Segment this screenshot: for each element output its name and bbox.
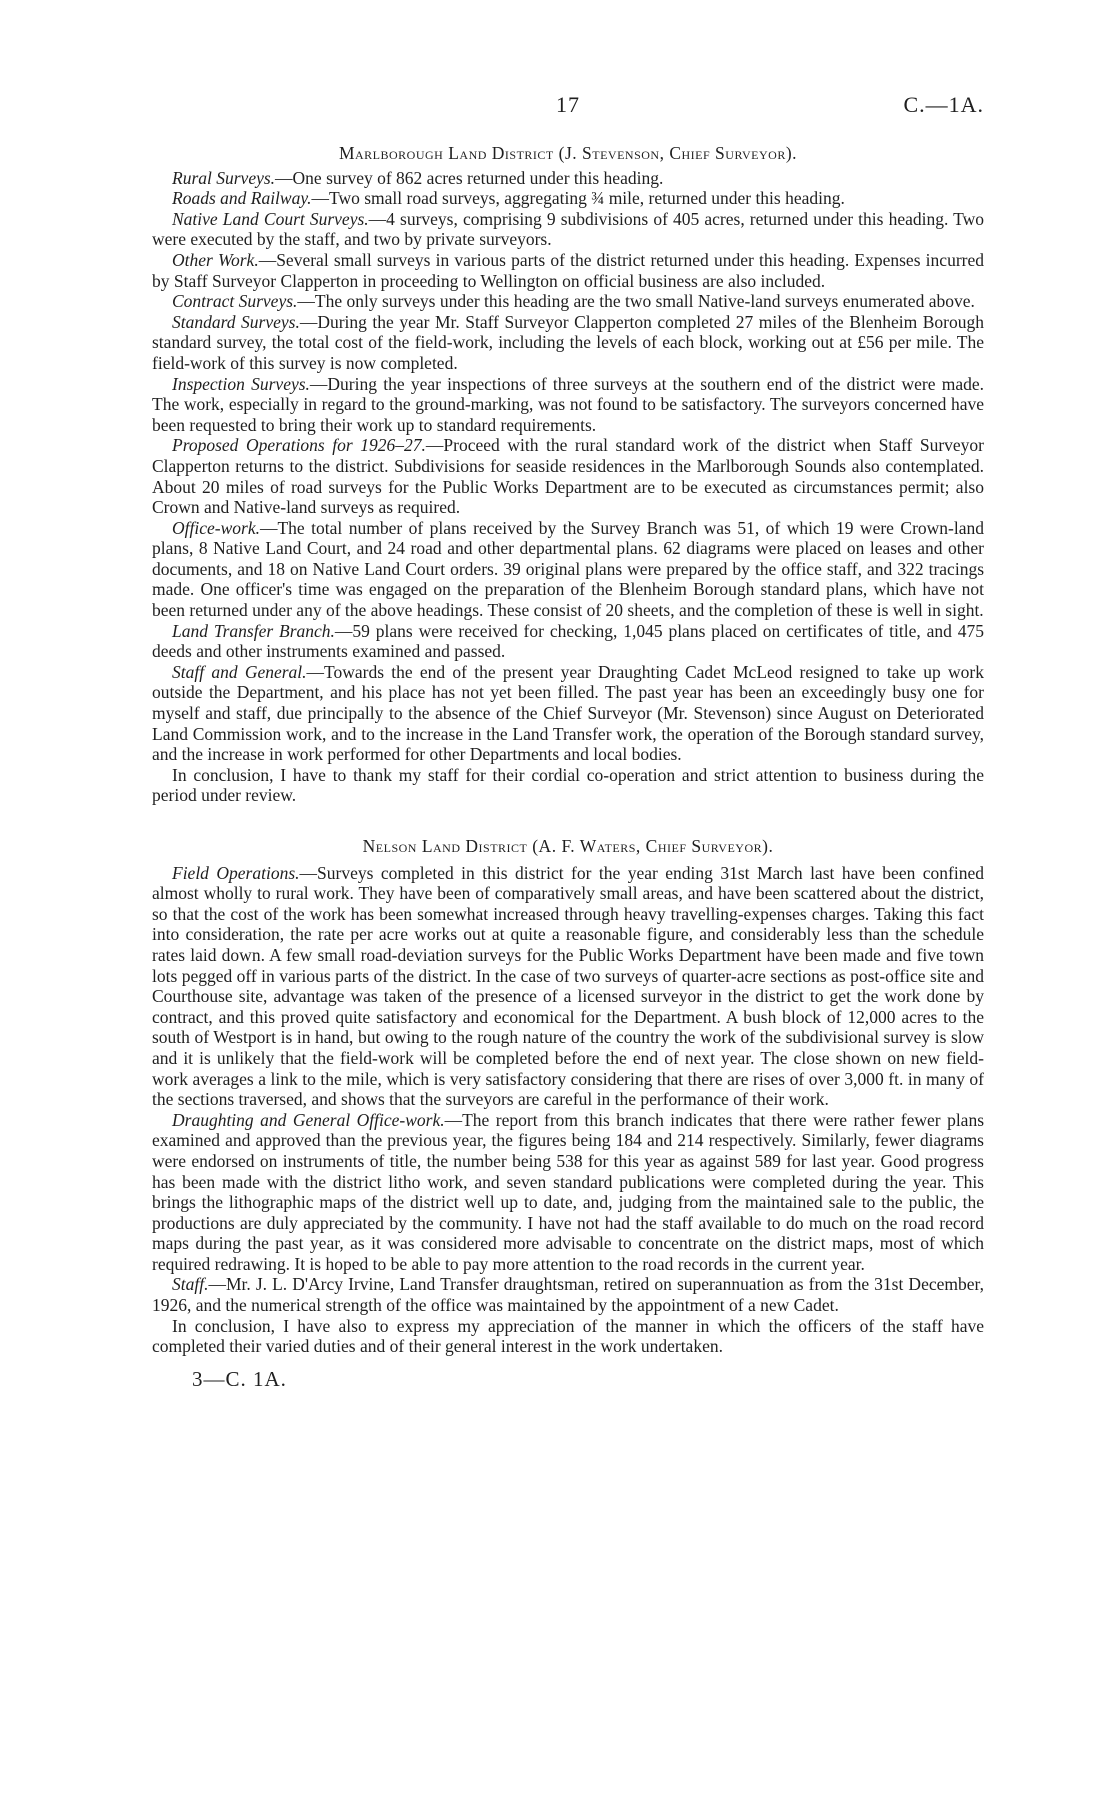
paragraph-text: —The only surveys under this heading are the two small Native-land surveys enumerated above. — [297, 291, 975, 312]
paragraph-text: —During the year Mr. Staff Surveyor Clapperton completed 27 miles of the Blenheim Borough standard survey, the total cost of the field-work, including the levels of each block, working out at £56 per mile. The field-work of this survey is now completed. — [152, 311, 984, 373]
paragraph-title: Roads and Railway. — [172, 188, 312, 209]
document-page — [152, 92, 985, 1795]
page-header — [152, 92, 984, 125]
paragraph-text: —Mr. J. L. D'Arcy Irvine, Land Transfer draughtsman, retired on superannuation as from the 31st December, 1926, and the numerical strength of the office was maintained by the appointment of a new Cadet. — [152, 1274, 984, 1316]
nelson-heading: Nelson Land District (A. F. Waters, Chief Surveyor). — [362, 836, 774, 856]
paragraph-conclusion — [152, 1316, 984, 1357]
paragraph-standard-surveys — [152, 312, 984, 374]
paragraph-other-work — [152, 250, 984, 291]
paragraph-staff-general — [152, 662, 984, 765]
nelson-section — [152, 863, 984, 1357]
paragraph-roads-railway — [152, 188, 984, 209]
paragraph-staff — [152, 1274, 984, 1315]
paragraph-draughting-office-work — [152, 1110, 984, 1275]
paragraph-title: Contract Surveys. — [172, 291, 298, 312]
paragraph-rural-surveys — [152, 168, 984, 189]
paragraph-text: In conclusion, I have also to express my appreciation of the manner in which the officers of the staff have completed their varied duties and of their general interest in the work undertaken. — [152, 1315, 984, 1357]
paragraph-text: —One survey of 862 acres returned under this heading. — [275, 167, 664, 188]
paragraph-title: Rural Surveys. — [172, 167, 276, 188]
paragraph-text: —The report from this branch indicates that there were rather fewer plans examined and approved than the previous year, the figures being 184 and 214 respectively. Similarly, fewer diagrams were endorsed on instruments of title, the number being 538 for this year as against 589 for last year. Good progress has been made with the district litho work, and seven standard publications were completed during the year. This brings the lithographic maps of the district well up to date, and, judging from the maintained sale to the public, the productions are duly appreciated by the community. I have not had the staff available to do much on the road record maps during the past year, as it was considered more advisable to concentrate on the district maps, most of which required redrawing. It is hoped to be able to pay more attention to the road records in the current year. — [152, 1109, 985, 1274]
paragraph-title: Staff. — [172, 1274, 209, 1295]
paragraph-text: —The total number of plans received by the Survey Branch was 51, of which 19 were Crown-land plans, 8 Native Land Court, and 24 road and other departmental plans. 62 diagrams were placed on leases and other documents, and 18 on Native Land Court orders. 39 original plans were prepared by the office staff, and 322 tracings made. One officer's time was engaged on the preparation of the Blenheim Borough standard plans, which have not been returned under any of the above headings. These consist of 20 sheets, and the completion of these is well in sight. — [152, 517, 984, 621]
paragraph-title: Other Work. — [172, 249, 259, 270]
paragraph-contract-surveys — [152, 291, 984, 312]
paragraph-title: Office-work. — [172, 517, 260, 538]
paragraph-native-land-court — [152, 209, 984, 250]
paragraph-text: —4 surveys, comprising 9 subdivisions of 405 acres, returned under this heading. Two were executed by the staff, and two by private surveyors. — [152, 208, 985, 250]
paragraph-text: —59 plans were received for checking, 1,045 plans placed on certificates of title, and 475 deeds and other instruments examined and passed. — [152, 620, 984, 662]
marlborough-heading: Marlborough Land District (J. Stevenson, Chief Surveyor). — [338, 143, 798, 163]
marlborough-section — [152, 168, 984, 806]
paragraph-text: —During the year inspections of three surveys at the southern end of the district were made. The work, especially in regard to the ground-marking, was not found to be satisfactory. The surveyors concerned have been requested to bring their work up to standard requirements. — [152, 373, 984, 435]
paragraph-inspection-surveys — [152, 374, 984, 436]
paragraph-office-work — [152, 518, 984, 621]
paragraph-text: —Proceed with the rural standard work of the district when Staff Surveyor Clapperton returns to the district. Subdivisions for seaside residences in the Marlborough Sounds also contemplated. About 20 miles of road surveys for the Public Works Department are to be executed as circumstances permit; also Crown and Native-land surveys as required. — [152, 435, 984, 518]
paragraph-title: Field Operations. — [172, 862, 300, 883]
paragraph-text: —Surveys completed in this district for the year ending 31st March last have been confined almost wholly to rural work. They have been of comparatively small areas, and have been scattered about the district, so that the cost of the work has been somewhat increased through heavy travelling-expenses charges. Taking this fact into consideration, the rate per acre works out at quite a reasonable figure, and considerably less than the schedule rates laid down. A few small road-deviation surveys for the Public Works Department have been made and five town lots pegged off in various parts of the district. In the case of two surveys of quarter-acre sections as post-office site and Courthouse site, advantage was taken of the presence of a licensed surveyor in the district to get the work done by contract, and this proved quite satisfactory and economical for the Department. A bush block of 12,000 acres to the south of Westport is in hand, but owing to the rough nature of the country the work of the subdivisional survey is slow and it is unlikely that the field-work will be completed before the end of next year. The close shown on new field-work averages a link to the mile, which is very satisfactory considering that there are rises of over 3,000 ft. in many of the sections traversed, and shows that the surveyors are careful in the performance of their work. — [152, 862, 985, 1110]
paragraph-title: Land Transfer Branch. — [172, 620, 335, 641]
paragraph-conclusion — [152, 765, 984, 806]
paragraph-title: Draughting and General Office-work. — [172, 1109, 445, 1130]
paragraph-field-operations — [152, 863, 984, 1110]
page-number: 17 — [556, 92, 580, 117]
paragraph-text: —Several small surveys in various parts of the district returned under this heading. Expenses incurred by Staff Surveyor Clapperton in proceeding to Wellington on official business are also included. — [152, 249, 984, 291]
paragraph-proposed-operations — [152, 435, 984, 517]
series-reference: C.—1A. — [903, 92, 984, 117]
paragraph-title: Proposed Operations for 1926–27. — [172, 435, 426, 456]
paragraph-title: Staff and General. — [172, 661, 307, 682]
paragraph-land-transfer — [152, 621, 984, 662]
paragraph-title: Standard Surveys. — [172, 311, 300, 332]
paragraph-title: Inspection Surveys. — [172, 373, 310, 394]
paragraph-text: In conclusion, I have to thank my staff for their cordial co-operation and strict attention to business during the period under review. — [152, 764, 984, 806]
signature-reference: 3—C. 1A. — [192, 1366, 287, 1391]
paragraph-title: Native Land Court Surveys. — [172, 208, 369, 229]
paragraph-text: —Two small road surveys, aggregating ¾ mile, returned under this heading. — [311, 188, 845, 209]
paragraph-text: —Towards the end of the present year Draughting Cadet McLeod resigned to take up work outside the Department, and his place has not yet been filled. The past year has been an exceedingly busy one for myself and staff, due principally to the absence of the Chief Surveyor (Mr. Stevenson) since August on Deteriorated Land Commission work, and to the increase in the Land Transfer work, the operation of the Borough standard survey, and the increase in work performed for other Departments and local bodies. — [152, 661, 984, 765]
